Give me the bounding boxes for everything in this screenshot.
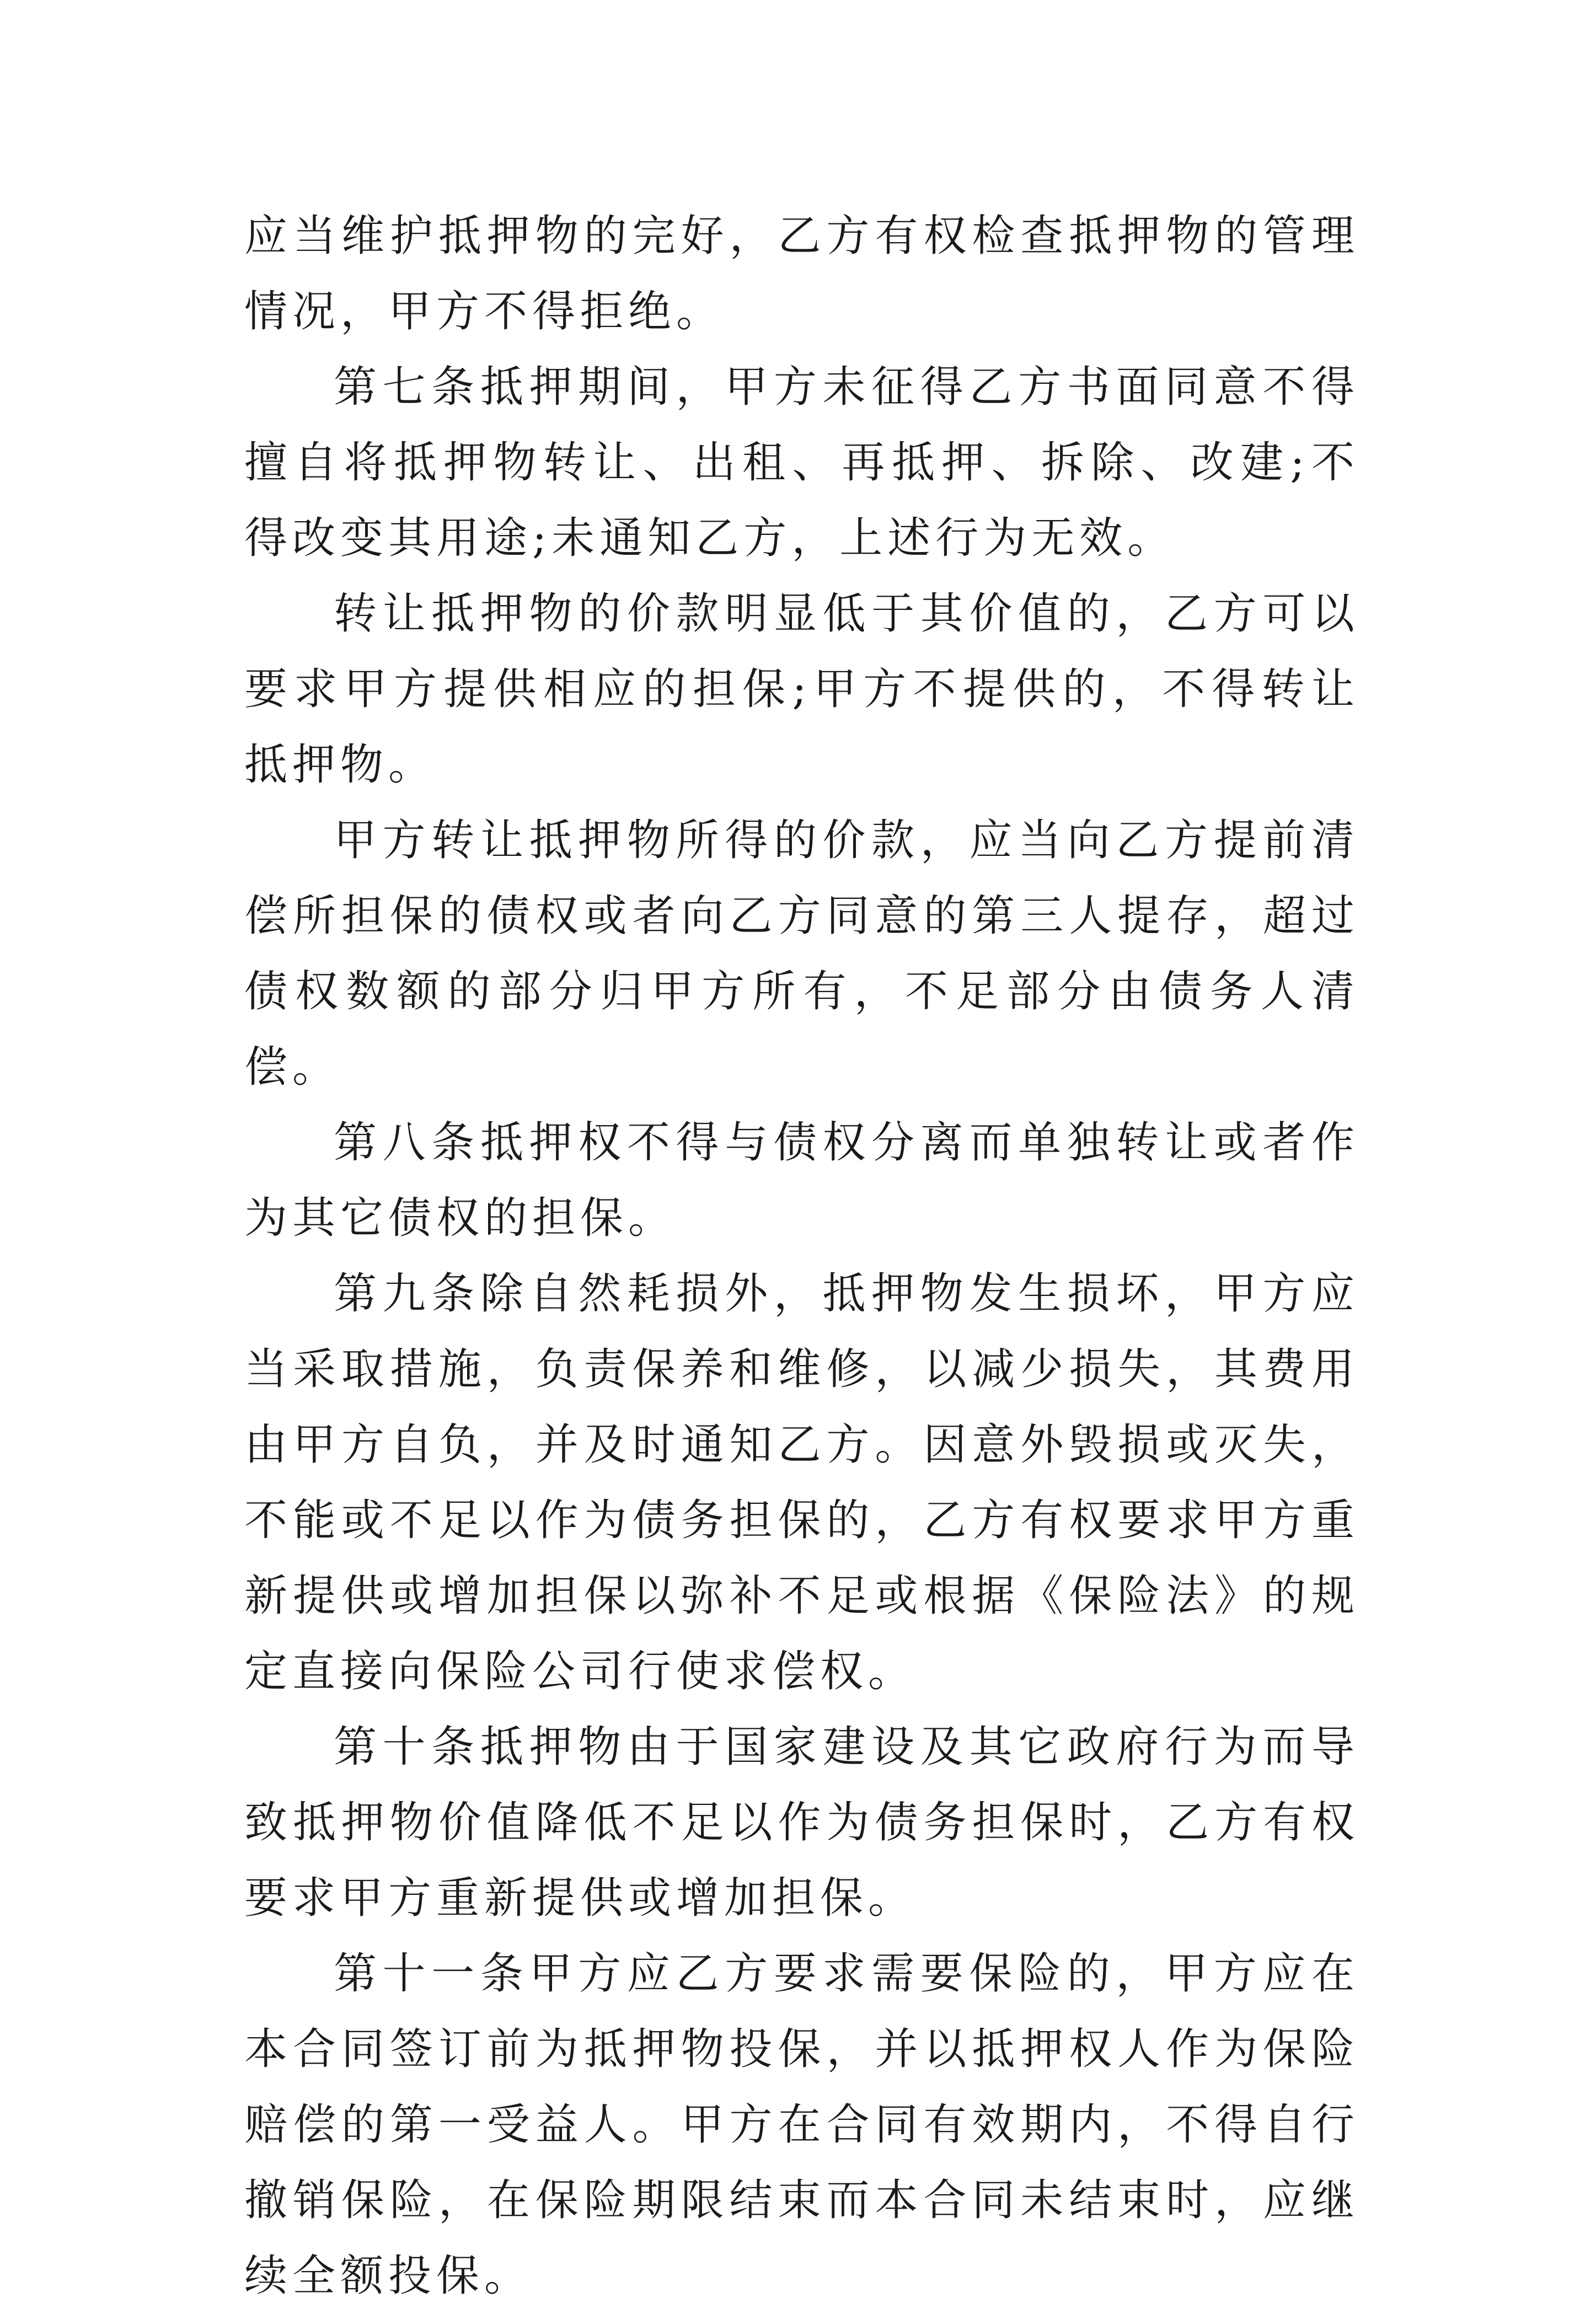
paragraph-transfer-price: 转让抵押物的价款明显低于其价值的，乙方可以要求甲方提供相应的担保;甲方不提供的，不得转让抵押物。 [244, 589, 1359, 790]
paragraph-article-11: 第十一条甲方应乙方要求需要保险的，甲方应在本合同签订前为抵押物投保，并以抵押权人作为保险赔偿的第一受益人。甲方在合同有效期内，不得自行撤销保险，在保险期限结束而本合同未结束时，应继续全额投保。 [244, 1949, 1359, 2301]
paragraph-article-10: 第十条抵押物由于国家建设及其它政府行为而导致抵押物价值降低不足以作为债务担保时，乙方有权要求甲方重新提供或增加担保。 [244, 1722, 1359, 1923]
paragraph-article-9: 第九条除自然耗损外，抵押物发生损坏，甲方应当采取措施，负责保养和维修，以减少损失，其费用由甲方自负，并及时通知乙方。因意外毁损或灭失，不能或不足以作为债务担保的，乙方有权要求甲方重新提供或增加担保以弥补不足或根据《保险法》的规定直接向保险公司行使求偿权。 [244, 1269, 1359, 1696]
paragraph-article-7: 第七条抵押期间，甲方未征得乙方书面同意不得擅自将抵押物转让、出租、再抵押、拆除、改建;不得改变其用途;未通知乙方，上述行为无效。 [244, 362, 1359, 563]
paragraph-continuation: 应当维护抵押物的完好，乙方有权检查抵押物的管理情况，甲方不得拒绝。 [244, 211, 1359, 336]
paragraph-transfer-proceeds: 甲方转让抵押物所得的价款，应当向乙方提前清偿所担保的债权或者向乙方同意的第三人提存，超过债权数额的部分归甲方所有，不足部分由债务人清偿。 [244, 816, 1359, 1092]
document-body [244, 199, 1359, 2314]
paragraph-article-8: 第八条抵押权不得与债权分离而单独转让或者作为其它债权的担保。 [244, 1118, 1359, 1243]
